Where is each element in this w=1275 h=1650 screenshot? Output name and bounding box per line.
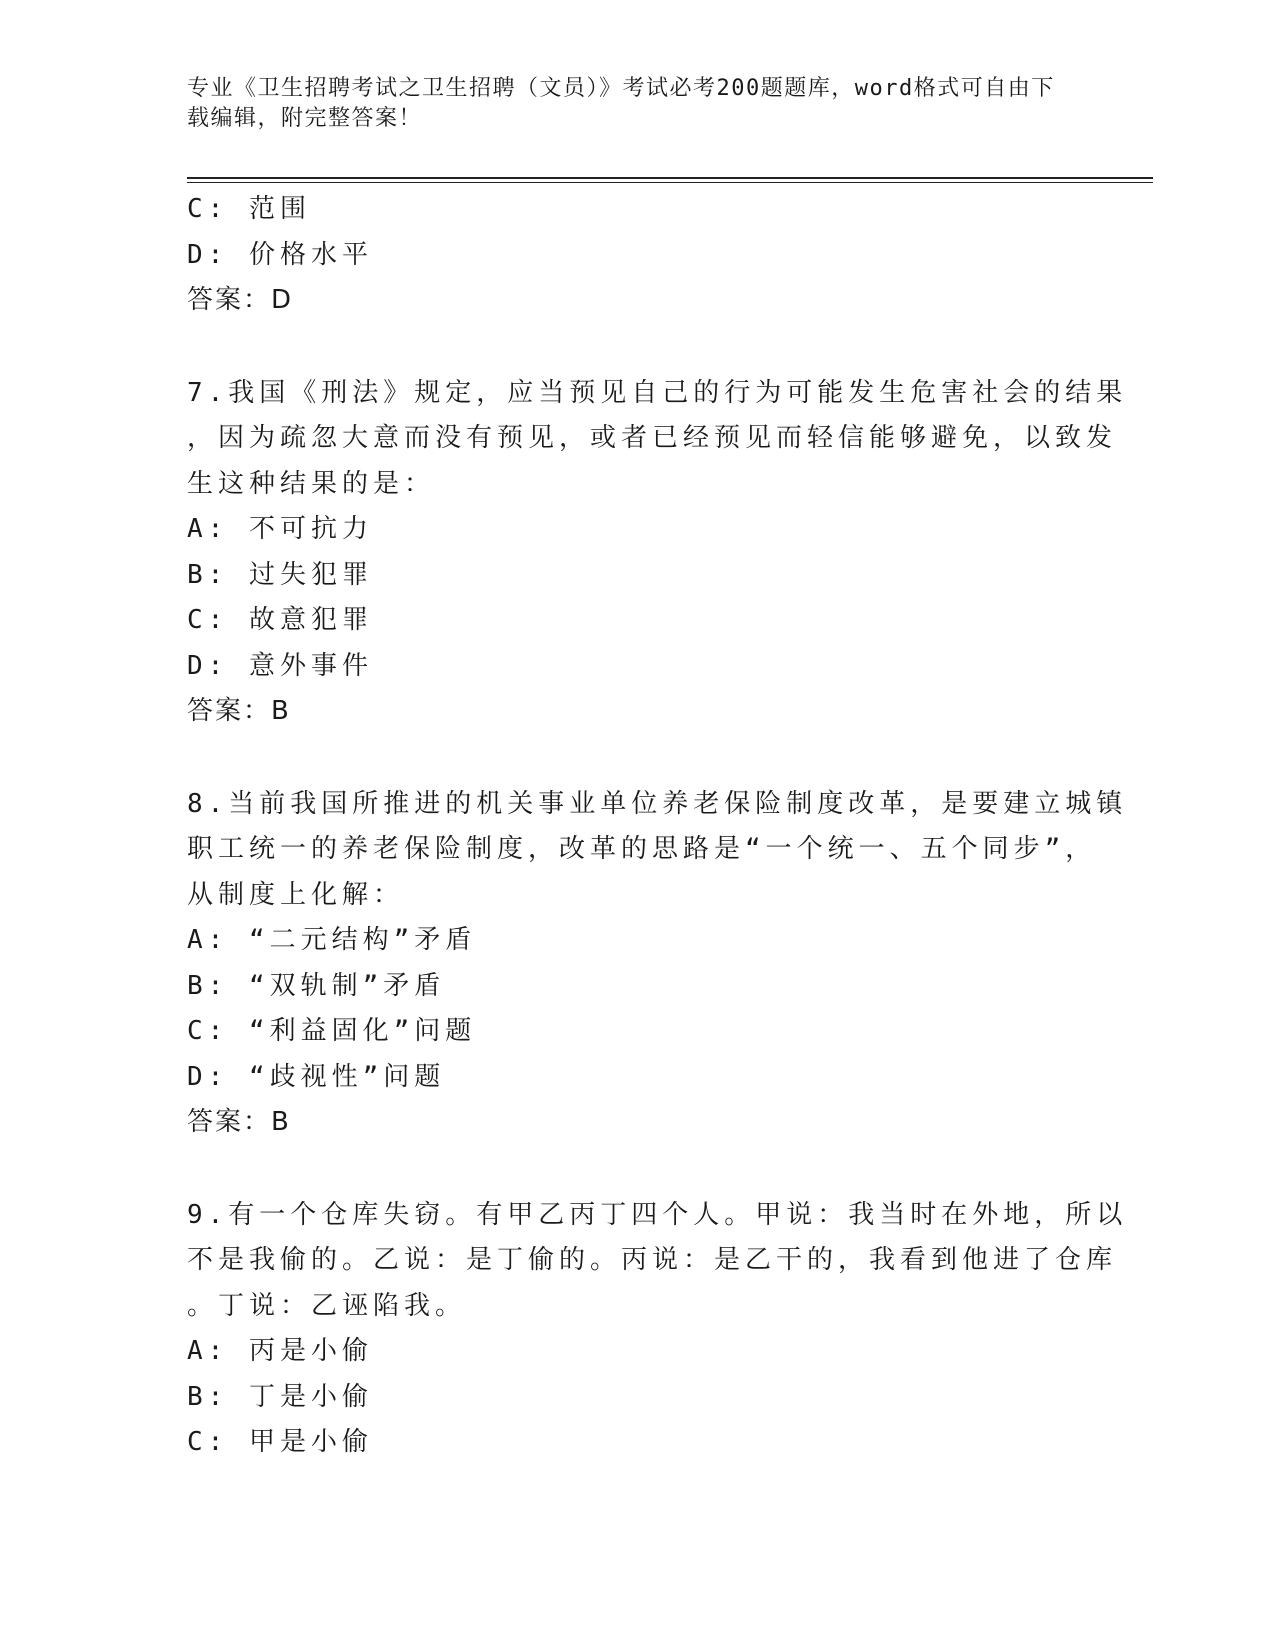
header-divider-thin bbox=[187, 182, 1153, 183]
option-c: C: 范围 bbox=[187, 194, 311, 224]
question-text-line: 从制度上化解： bbox=[187, 879, 405, 910]
question-text-line: 不是我偷的。乙说：是丁偷的。丙说：是乙干的，我看到他进了仓库 bbox=[187, 1245, 1118, 1275]
question-9 bbox=[187, 1193, 1128, 1466]
question-text-line: 职工统一的养老保险制度，改革的思路是“一个统一、五个同步”， bbox=[187, 834, 1097, 864]
question-spacer bbox=[187, 735, 1067, 782]
option-c: C: “利益固化”问题 bbox=[187, 1016, 477, 1046]
question-6 bbox=[187, 187, 1067, 324]
option-c: C: 故意犯罪 bbox=[187, 605, 373, 635]
option-b: B: 过失犯罪 bbox=[187, 559, 373, 590]
question-text-line: ，因为疏忽大意而没有预见，或者已经预见而轻信能够避免，以致发 bbox=[187, 423, 1118, 453]
question-text-line: 生这种结果的是： bbox=[187, 468, 436, 499]
option-a: A: 不可抗力 bbox=[187, 514, 373, 544]
option-b: B: 丁是小偷 bbox=[187, 1381, 373, 1412]
answer-line: 答案：B bbox=[187, 1107, 291, 1137]
question-text-line: 9.有一个仓库失窃。有甲乙丙丁四个人。甲说：我当时在外地，所以 bbox=[187, 1199, 1128, 1230]
option-d: D: “歧视性”问题 bbox=[187, 1061, 446, 1092]
question-text-line: 8.当前我国所推进的机关事业单位养老保险制度改革，是要建立城镇 bbox=[187, 788, 1128, 819]
question-text-line: 。丁说：乙诬陷我。 bbox=[187, 1290, 467, 1321]
question-spacer bbox=[187, 1146, 1067, 1193]
question-spacer bbox=[187, 324, 1067, 371]
option-a: A: 丙是小偷 bbox=[187, 1336, 373, 1366]
option-c: C: 甲是小偷 bbox=[187, 1427, 373, 1457]
header-divider-thick bbox=[187, 177, 1153, 179]
question-text-line: 7.我国《刑法》规定，应当预见自己的行为可能发生危害社会的结果 bbox=[187, 377, 1128, 408]
answer-line: 答案：B bbox=[187, 696, 291, 726]
answer-line: 答案：D bbox=[187, 285, 294, 315]
question-8 bbox=[187, 782, 1128, 1146]
question-7 bbox=[187, 371, 1128, 735]
option-d: D: 意外事件 bbox=[187, 650, 373, 681]
document-header: 专业《卫生招聘考试之卫生招聘（文员）》考试必考200题题库，word格式可自由下载编辑，附完整答案！ bbox=[187, 76, 1055, 131]
option-b: B: “双轨制”矛盾 bbox=[187, 970, 446, 1001]
option-a: A: “二元结构”矛盾 bbox=[187, 925, 477, 955]
option-d: D: 价格水平 bbox=[187, 239, 373, 270]
question-list bbox=[187, 187, 1128, 1466]
